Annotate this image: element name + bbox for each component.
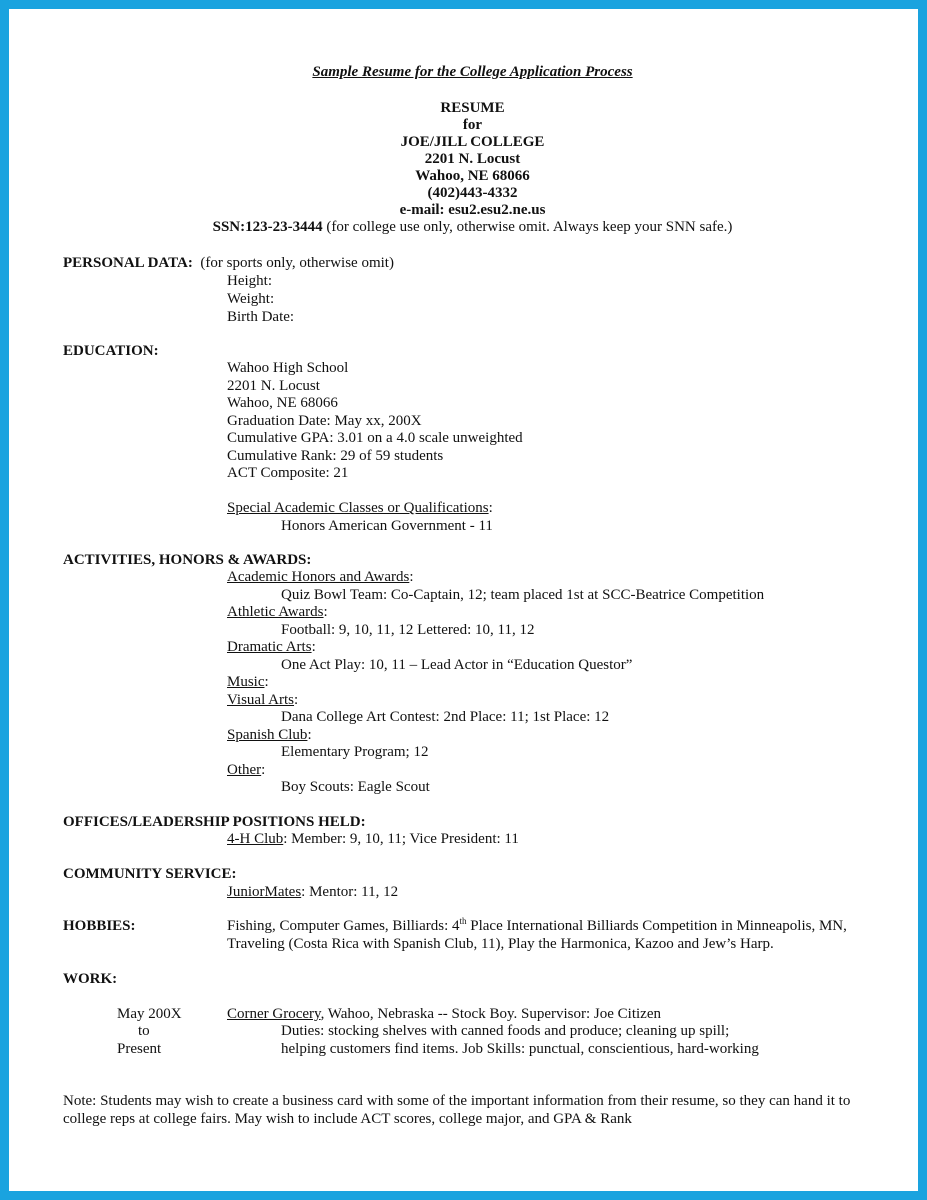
weight-label: Weight:: [227, 291, 275, 307]
education-line: ACT Composite: 21: [227, 465, 349, 481]
spanish-club-label: Spanish Club:: [227, 727, 312, 743]
work-duties: Duties: stocking shelves with canned foods and produce; cleaning up spill;: [281, 1023, 730, 1039]
academic-honors-label: Academic Honors and Awards:: [227, 569, 414, 585]
education-line: Wahoo, NE 68066: [227, 395, 338, 411]
ssn-value: SSN:123-23-3444: [212, 219, 323, 235]
activities-heading: ACTIVITIES, HONORS & AWARDS:: [63, 552, 312, 568]
hobbies-heading: HOBBIES:: [63, 918, 136, 934]
work-date-to: to: [138, 1023, 150, 1039]
offices-heading: OFFICES/LEADERSHIP POSITIONS HELD:: [63, 814, 366, 830]
birth-date-label: Birth Date:: [227, 309, 295, 325]
height-label: Height:: [227, 273, 272, 289]
dramatic-arts-label: Dramatic Arts:: [227, 639, 316, 655]
dramatic-arts-item: One Act Play: 10, 11 – Lead Actor in “Education Questor”: [281, 657, 633, 673]
hobbies-line: Fishing, Computer Games, Billiards: 4th Place International Billiards Competition in Minneapolis, MN,: [227, 916, 847, 934]
ssn-line: [9, 219, 927, 236]
applicant-name: JOE/JILL COLLEGE: [400, 134, 545, 150]
email-address: e-mail: esu2.esu2.ne.us: [399, 202, 546, 218]
community-service-heading: COMMUNITY SERVICE:: [63, 866, 237, 882]
music-label: Music:: [227, 674, 269, 690]
personal-data-heading: PERSONAL DATA:: [63, 255, 193, 271]
resume-label: RESUME: [440, 100, 505, 116]
phone-number: (402)443-4332: [427, 185, 518, 201]
special-classes-item: Honors American Government - 11: [281, 518, 493, 534]
document-title: Sample Resume for the College Application Process: [312, 64, 633, 80]
academic-honors-item: Quiz Bowl Team: Co-Captain, 12; team placed 1st at SCC-Beatrice Competition: [281, 587, 765, 603]
athletic-awards-item: Football: 9, 10, 11, 12 Lettered: 10, 11, 12: [281, 622, 535, 638]
community-service-item: JuniorMates: Mentor: 11, 12: [227, 884, 399, 900]
other-item: Boy Scouts: Eagle Scout: [281, 779, 430, 795]
education-line: Cumulative GPA: 3.01 on a 4.0 scale unweighted: [227, 430, 523, 446]
street-address: 2201 N. Locust: [424, 151, 521, 167]
hobbies-line: Traveling (Costa Rica with Spanish Club, 11), Play the Harmonica, Kazoo and Jew’s Harp.: [227, 936, 774, 952]
education-line: 2201 N. Locust: [227, 378, 320, 394]
education-line: Cumulative Rank: 29 of 59 students: [227, 448, 444, 464]
work-skills: helping customers find items. Job Skills: punctual, conscientious, hard-working: [281, 1041, 759, 1057]
education-line: Graduation Date: May xx, 200X: [227, 413, 422, 429]
special-classes-label: Special Academic Classes or Qualifications:: [227, 500, 493, 516]
city-state-zip: Wahoo, NE 68066: [415, 168, 530, 184]
offices-item: 4-H Club: Member: 9, 10, 11; Vice President: 11: [227, 831, 519, 847]
personal-data-note: (for sports only, otherwise omit): [200, 255, 394, 271]
other-label: Other:: [227, 762, 266, 778]
note-line: college reps at college fairs. May wish to include ACT scores, college major, and GPA & Rank: [63, 1111, 632, 1127]
visual-arts-item: Dana College Art Contest: 2nd Place: 11; 1st Place: 12: [281, 709, 610, 725]
work-employer: Corner Grocery, Wahoo, Nebraska -- Stock Boy. Supervisor: Joe Citizen: [227, 1006, 661, 1022]
spanish-club-item: Elementary Program; 12: [281, 744, 429, 760]
ssn-note: (for college use only, otherwise omit. Always keep your SNN safe.): [322, 219, 733, 235]
work-date-from: May 200X: [117, 1006, 182, 1022]
for-label: for: [462, 117, 483, 133]
visual-arts-label: Visual Arts:: [227, 692, 299, 708]
note-line: Note: Students may wish to create a business card with some of the important information from their resume, so they can hand it to: [63, 1093, 851, 1109]
athletic-awards-label: Athletic Awards:: [227, 604, 328, 620]
education-heading: EDUCATION:: [63, 343, 159, 359]
work-date-present: Present: [117, 1041, 162, 1057]
education-line: Wahoo High School: [227, 360, 349, 376]
work-heading: WORK:: [63, 971, 118, 987]
personal-data-section: [63, 254, 394, 272]
